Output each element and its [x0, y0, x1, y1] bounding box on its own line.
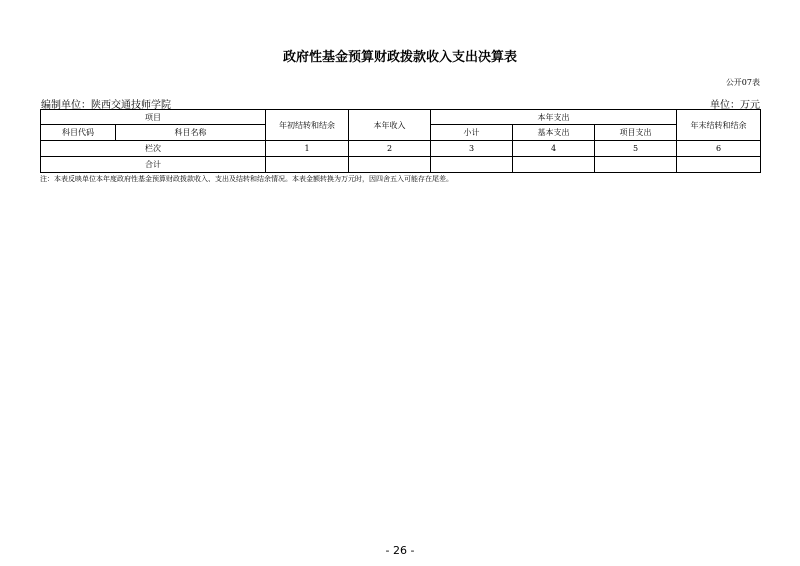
total-cell: [595, 157, 677, 173]
column-number: 4: [513, 141, 595, 157]
table-note: 注：本表反映单位本年度政府性基金预算财政拨款收入、支出及结转和结余情况。本表金额转换为万元时，因四舍五入可能存在尾差。: [40, 175, 453, 183]
column-row-label: 栏次: [41, 141, 266, 157]
header-item: 项目: [41, 110, 266, 125]
header-subtotal: 小计: [431, 125, 513, 141]
column-number: 5: [595, 141, 677, 157]
total-cell: [266, 157, 349, 173]
form-code: 公开07表: [725, 78, 760, 87]
column-number-row: [41, 141, 761, 157]
header-expense: 本年支出: [431, 110, 677, 125]
total-row: [41, 157, 761, 173]
header-income: 本年收入: [349, 110, 431, 141]
total-cell: [431, 157, 513, 173]
fund-table: [40, 109, 761, 173]
column-number: 3: [431, 141, 513, 157]
total-cell: [513, 157, 595, 173]
page-title: 政府性基金预算财政拨款收入支出决算表: [282, 50, 517, 65]
column-number: 6: [677, 141, 761, 157]
header-end-balance: 年末结转和结余: [677, 110, 761, 141]
header-begin-balance: 年初结转和结余: [266, 110, 349, 141]
unit-label: 单位：万元: [710, 100, 760, 111]
header-project: 项目支出: [595, 125, 677, 141]
header-row-1: [41, 110, 761, 125]
header-name: 科目名称: [116, 125, 266, 141]
header-basic: 基本支出: [513, 125, 595, 141]
total-cell: [349, 157, 431, 173]
header-code: 科目代码: [41, 125, 116, 141]
column-number: 2: [349, 141, 431, 157]
column-number: 1: [266, 141, 349, 157]
total-cell: [677, 157, 761, 173]
page-number: - 26 -: [385, 544, 415, 557]
total-label: 合计: [41, 157, 266, 173]
org-label: 编制单位：陕西交通技师学院: [41, 100, 171, 111]
